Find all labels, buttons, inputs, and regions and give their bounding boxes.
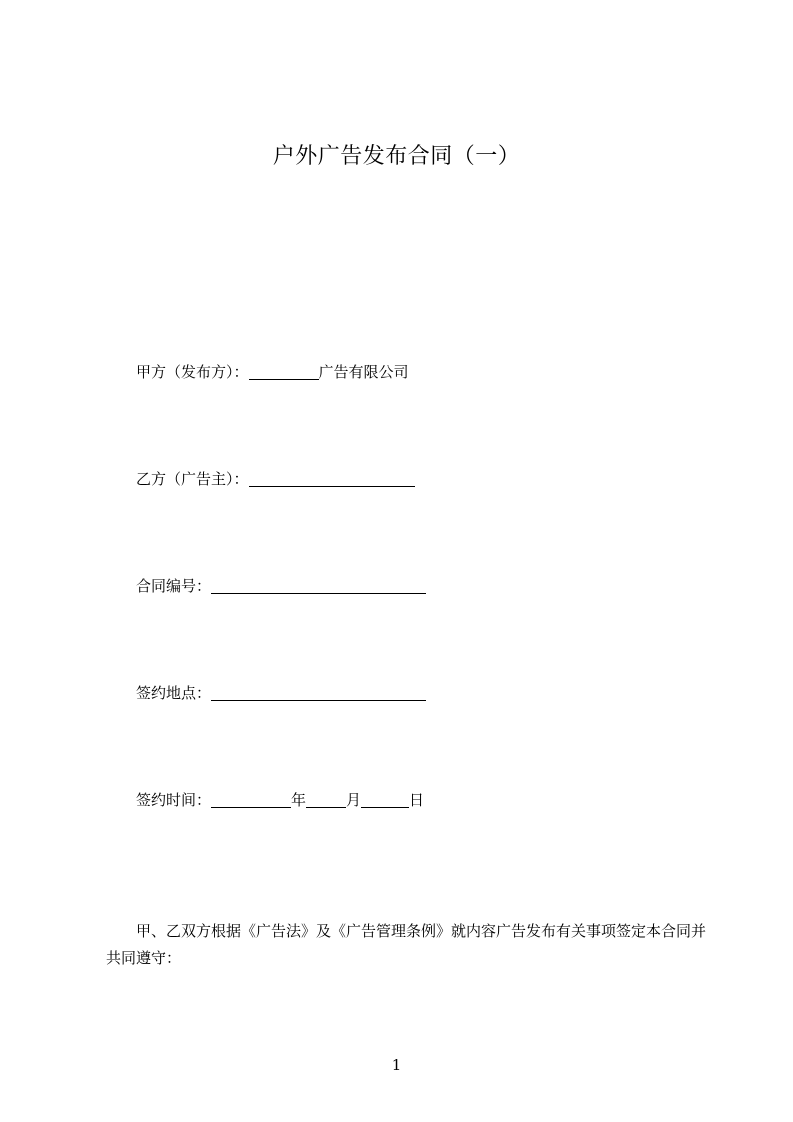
party-a-blank[interactable]	[249, 362, 319, 380]
contract-number-blank[interactable]	[211, 576, 426, 594]
party-a-label: 甲方（发布方）：	[136, 363, 249, 381]
day-label: 日	[409, 791, 425, 809]
party-b-label: 乙方（广告主）：	[136, 470, 249, 488]
year-label: 年	[291, 791, 307, 809]
contract-number-label: 合同编号：	[136, 577, 212, 595]
month-label: 月	[346, 791, 362, 809]
party-b-blank[interactable]	[249, 469, 415, 487]
party-a-field	[136, 361, 409, 383]
party-a-suffix: 广告有限公司	[318, 363, 409, 381]
signing-place-blank[interactable]	[211, 683, 426, 701]
document-title: 户外广告发布合同（一）	[272, 144, 521, 169]
signing-place-label: 签约地点：	[136, 684, 212, 702]
intro-text: 甲、乙双方根据《广告法》及《广告管理条例》就内容广告发布有关事项签定本合同并共同遵守：	[106, 922, 707, 967]
party-b-field	[136, 468, 415, 490]
signing-date-label: 签约时间：	[136, 791, 212, 809]
intro-paragraph	[106, 918, 706, 972]
day-blank[interactable]	[361, 790, 409, 808]
year-blank[interactable]	[211, 790, 291, 808]
contract-number-field	[136, 575, 426, 597]
signing-place-field	[136, 682, 426, 704]
month-blank[interactable]	[306, 790, 346, 808]
page-number: 1	[391, 1056, 402, 1074]
signing-date-field	[136, 789, 424, 811]
